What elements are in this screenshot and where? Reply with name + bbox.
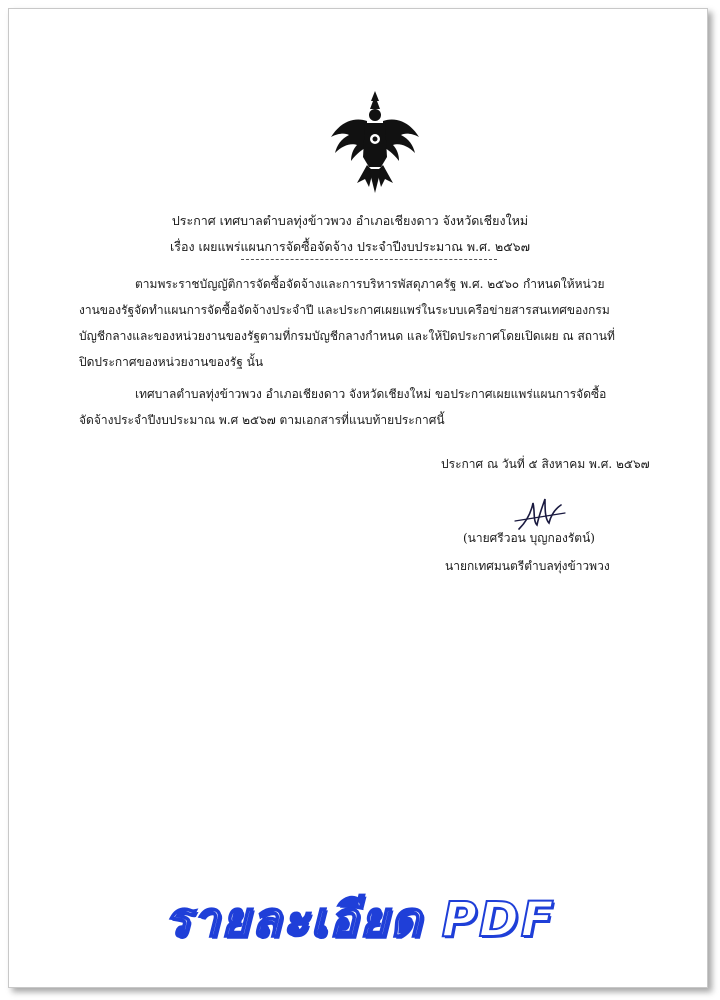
body-paragraph-1-text: ตามพระราชบัญญัติการจัดซื้อจัดจ้างและการบริหารพัสดุภาครัฐ พ.ศ. ๒๕๖๐ กำหนดให้หน่วยงานของรัฐจัดทำแผนการจัดซื้อจัดจ้างประจำปี และประกาศเผยแพร่ในระบบเครือข่ายสารสนเทศของกรมบัญชีกลางและของหน่วยงานของรัฐตามที่กรมบัญชีกลางกำหนด และให้ปิดประกาศโดยเปิดเผย ณ สถานที่ปิดประกาศของหน่วยงานของรัฐ นั้น [79,277,615,369]
separator-line [241,259,497,260]
document-page [8,8,708,988]
signer-name: (นายศรีวอน บุญกองรัตน์) [463,531,595,545]
body-paragraph-2 [79,381,619,433]
garuda-emblem-icon [327,87,423,195]
body-paragraph-2-text: เทศบาลตำบลทุ่งข้าวพวง อำเภอเชียงดาว จังหวัดเชียงใหม่ ขอประกาศเผยแพร่แผนการจัดซื้อจัดจ้างประจำปีงบประมาณ พ.ศ ๒๕๖๗ ตามเอกสารที่แนบท้ายประกาศนี้ [79,387,607,427]
announcement-header: ประกาศ เทศบาลตำบลทุ่งข้าวพวง อำเภอเชียงดาว จังหวัดเชียงใหม่ [171,213,529,228]
body-paragraph-1 [79,271,619,375]
announcement-date: ประกาศ ณ วันที่ ๕ สิงหาคม พ.ศ. ๒๕๖๗ [441,457,650,471]
signer-title: นายกเทศมนตรีตำบลทุ่งข้าวพวง [445,559,610,573]
announcement-subject: เรื่อง เผยแพร่แผนการจัดซื้อจัดจ้าง ประจำปีงบประมาณ พ.ศ. ๒๕๖๗ [169,239,531,254]
pdf-details-link[interactable]: รายละเอียด PDF [164,892,556,948]
